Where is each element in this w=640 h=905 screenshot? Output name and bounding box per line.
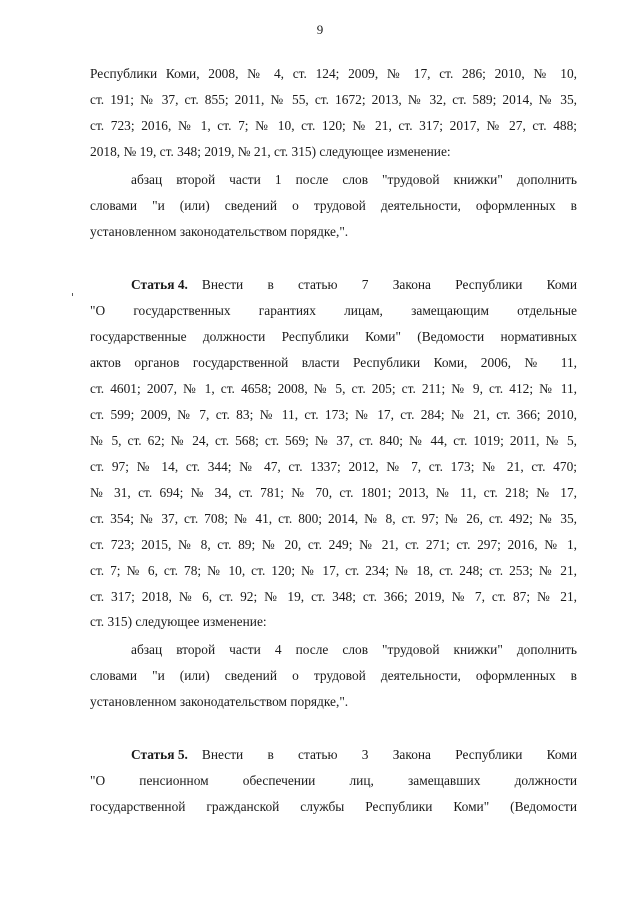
text-line: государственные должности Республики Коми" (Ведомости нормативных <box>90 329 577 344</box>
text-line: ст. 97; № 14, ст. 344; № 47, ст. 1337; 2012, № 7, ст. 173; № 21, ст. 470; <box>90 459 577 474</box>
text-line: Внести в статью 3 Закона Республики Коми <box>201 747 577 762</box>
article-5-heading-line <box>131 747 577 763</box>
text-line: № 31, ст. 694; № 34, ст. 781; № 70, ст. 1801; 2013, № 11, ст. 218; № 17, <box>90 485 577 500</box>
page-number: 9 <box>316 22 324 37</box>
text-line: установленном законодательством порядке,". <box>90 694 349 709</box>
text-line: словами "и (или) сведений о трудовой деятельности, оформленных в <box>90 198 577 213</box>
text-line: ст. 191; № 37, ст. 855; 2011, № 55, ст. 1672; 2013, № 32, ст. 589; 2014, № 35, <box>90 92 577 107</box>
text-line: Республики Коми, 2008, № 4, ст. 124; 2009, № 17, ст. 286; 2010, № 10, <box>90 66 577 81</box>
text-line: абзац второй части 1 после слов "трудовой книжки" дополнить <box>131 172 577 187</box>
text-line: Внести в статью 7 Закона Республики Коми <box>201 277 577 292</box>
text-line: "О пенсионном обеспечении лиц, замещавших должности <box>90 773 577 788</box>
text-line: ст. 317; 2018, № 6, ст. 92; № 19, ст. 348; ст. 366; 2019, № 7, ст. 87; № 21, <box>90 589 577 604</box>
text-line: актов органов государственной власти Республики Коми, 2006, № 11, <box>90 355 577 370</box>
text-line: словами "и (или) сведений о трудовой деятельности, оформленных в <box>90 668 577 683</box>
text-line: ст. 723; 2015, № 8, ст. 89; № 20, ст. 249; № 21, ст. 271; ст. 297; 2016, № 1, <box>90 537 577 552</box>
text-line: ст. 7; № 6, ст. 78; № 10, ст. 120; № 17, ст. 234; № 18, ст. 248; ст. 253; № 21, <box>90 563 577 578</box>
article-5-label: Статья 5. <box>131 747 188 762</box>
text-line: ст. 599; 2009, № 7, ст. 83; № 11, ст. 173; № 17, ст. 284; № 21, ст. 366; 2010, <box>90 407 577 422</box>
text-line: ст. 723; 2016, № 1, ст. 7; № 10, ст. 120; № 21, ст. 317; 2017, № 27, ст. 488; <box>90 118 577 133</box>
text-line: ст. 4601; 2007, № 1, ст. 4658; 2008, № 5, ст. 205; ст. 211; № 9, ст. 412; № 11, <box>90 381 577 396</box>
text-line: "О государственных гарантиях лицам, замещающим отдельные <box>90 303 577 318</box>
text-line: государственной гражданской службы Республики Коми" (Ведомости <box>90 799 577 814</box>
text-line: 2018, № 19, ст. 348; 2019, № 21, ст. 315) следующее изменение: <box>90 144 451 159</box>
article-4-label: Статья 4. <box>131 277 188 292</box>
text-line: № 5, ст. 62; № 24, ст. 568; ст. 569; № 37, ст. 840; № 44, ст. 1019; 2011, № 5, <box>90 433 577 448</box>
text-line: ст. 315) следующее изменение: <box>90 614 267 629</box>
text-line: абзац второй части 4 после слов "трудовой книжки" дополнить <box>131 642 577 657</box>
text-line: установленном законодательством порядке,". <box>90 224 349 239</box>
text-line: ст. 354; № 37, ст. 708; № 41, ст. 800; 2014, № 8, ст. 97; № 26, ст. 492; № 35, <box>90 511 577 526</box>
article-4-heading-line <box>131 277 577 293</box>
margin-mark <box>72 293 73 296</box>
